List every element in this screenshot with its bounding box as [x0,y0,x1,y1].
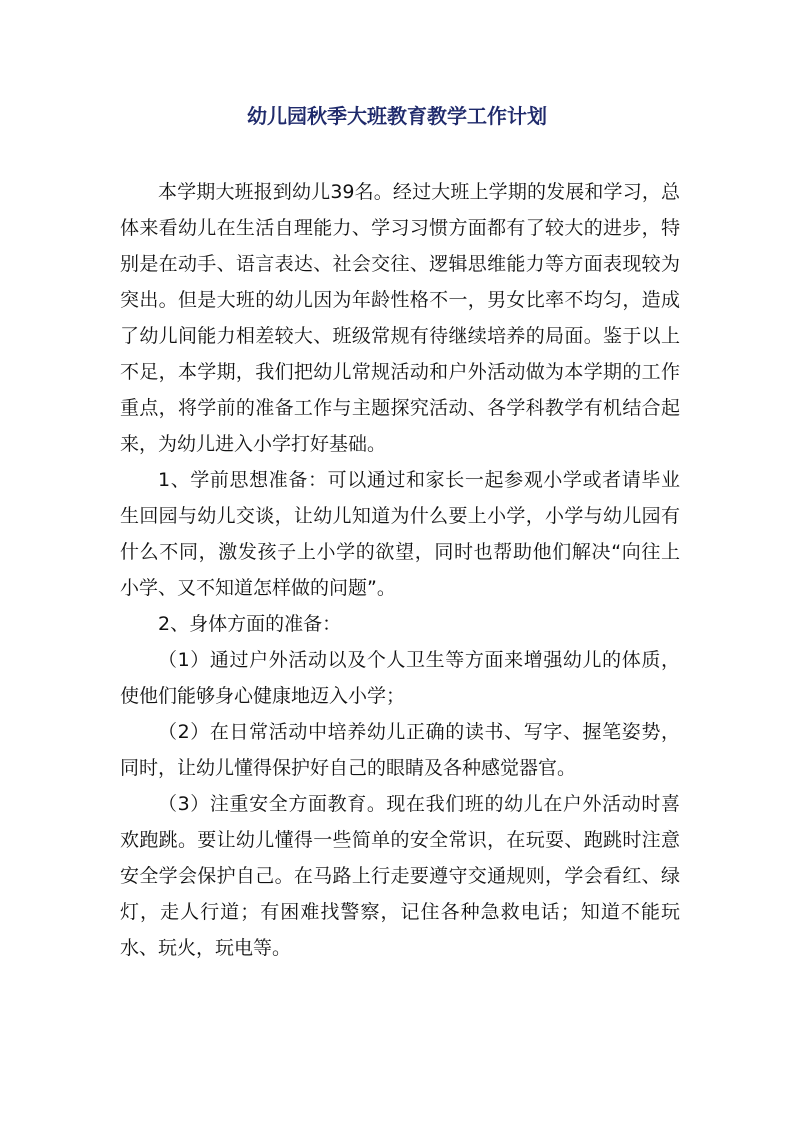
paragraph-mental-preparation: 1、学前思想准备：可以通过和家长一起参观小学或者请毕业生回园与幼儿交谈，让幼儿知道为什么要上小学，小学与幼儿园有什么不同，激发孩子上小学的欲望，同时也帮助他们解决“向往上小学、又不知道怎样做的问题”。 [120,469,680,599]
paragraph-physical-item-1: （1）通过户外活动以及个人卫生等方面来增强幼儿的体质，使他们能够身心健康地迈入小学； [120,649,680,707]
paragraph-intro: 本学期大班报到幼儿39名。经过大班上学期的发展和学习，总体来看幼儿在生活自理能力、学习习惯方面都有了较大的进步，特别是在动手、语言表达、社会交往、逻辑思维能力等方面表现较为突出。但是大班的幼儿因为年龄性格不一，男女比率不均匀，造成了幼儿间能力相差较大、班级常规有待继续培养的局面。鉴于以上不足，本学期，我们把幼儿常规活动和户外活动做为本学期的工作重点，将学前的准备工作与主题探究活动、各学科教学有机结合起来，为幼儿进入小学打好基础。 [120,181,680,455]
document-body [120,174,680,966]
paragraph-physical-preparation-heading: 2、身体方面的准备： [158,613,342,635]
paragraph-physical-item-2: （2）在日常活动中培养幼儿正确的读书、写字、握笔姿势，同时，让幼儿懂得保护好自己的眼睛及各种感觉器官。 [120,721,680,779]
document-title: 幼儿园秋季大班教育教学工作计划 [247,104,547,128]
paragraph-physical-item-3: （3）注重安全方面教育。现在我们班的幼儿在户外活动时喜欢跑跳。要让幼儿懂得一些简单的安全常识，在玩耍、跑跳时注意安全学会保护自己。在马路上行走要遵守交通规则，学会看红、绿灯，走人行道；有困难找警察，记住各种急救电话；知道不能玩水、玩火，玩电等。 [120,793,680,959]
